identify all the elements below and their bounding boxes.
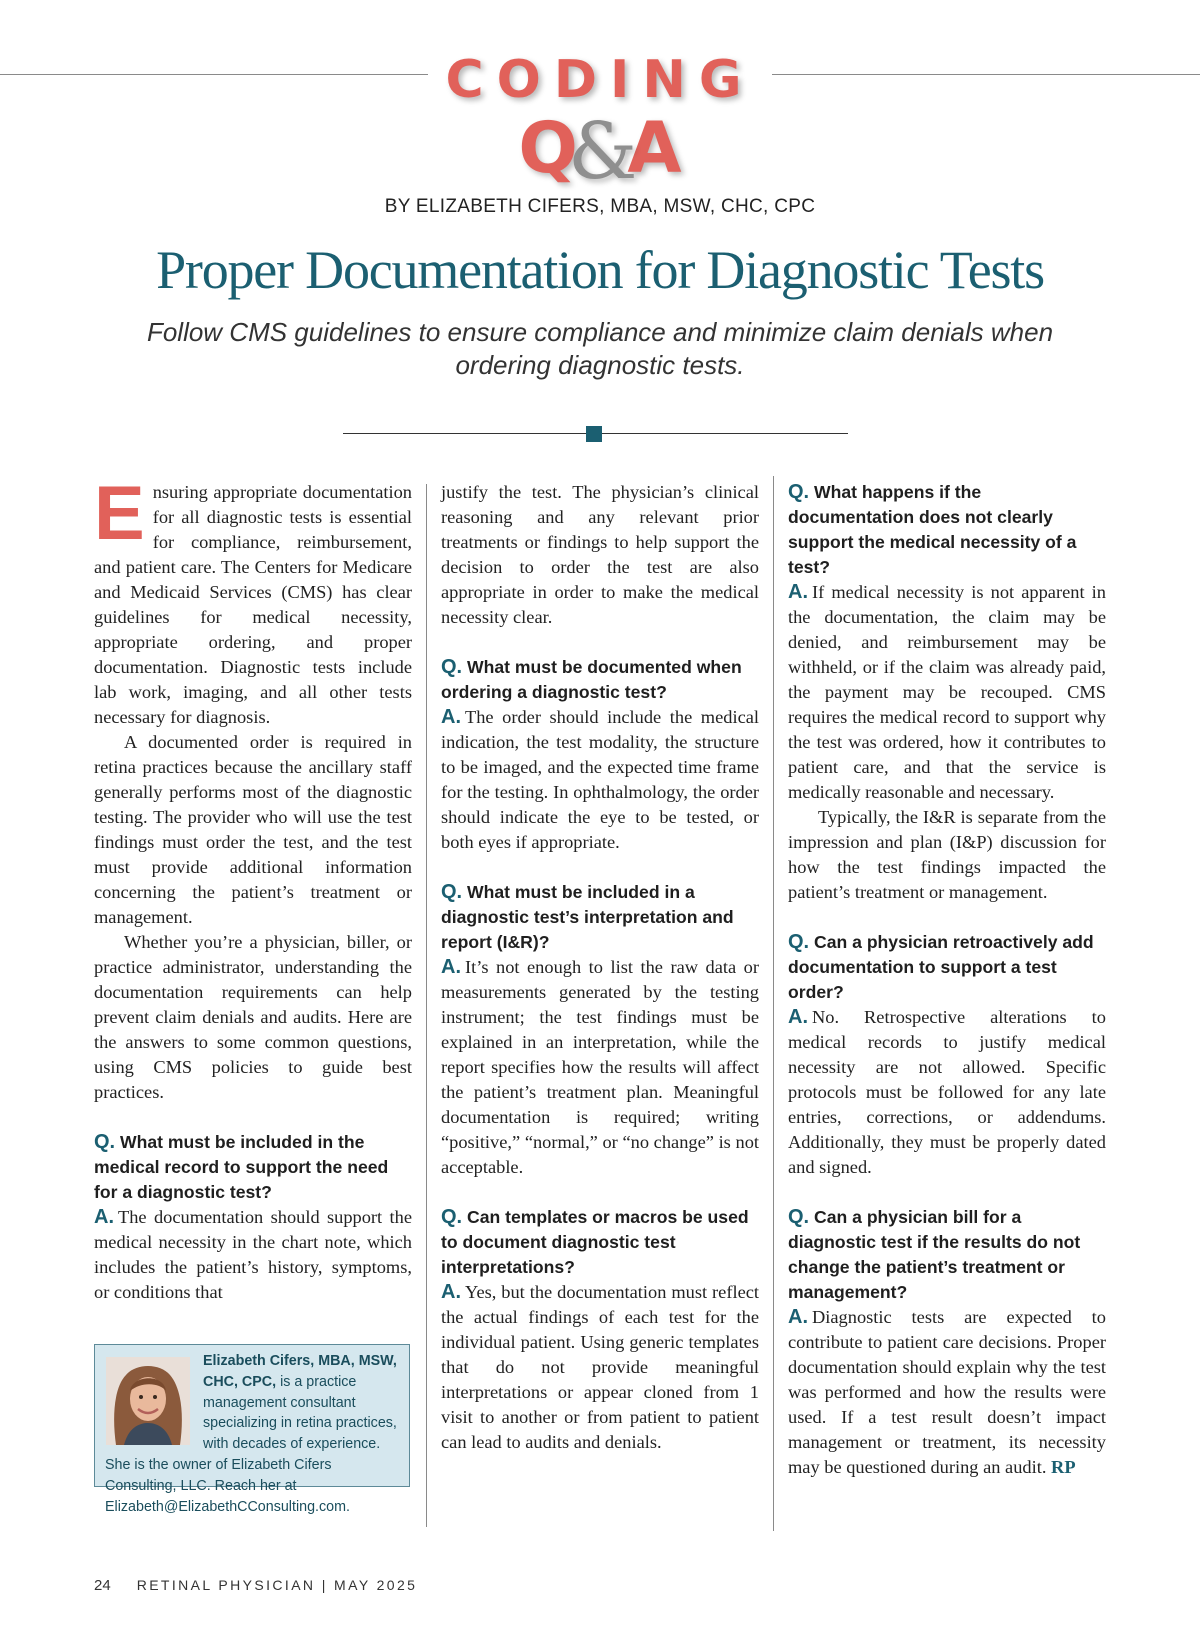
question-marker: Q. <box>788 481 810 503</box>
logo-ampersand: & <box>567 107 638 197</box>
answer-marker: A. <box>441 956 461 978</box>
question-2: Q. What must be documented when ordering a diagnostic test? <box>441 656 742 702</box>
intro-paragraph-3: Whether you’re a physician, biller, or practice administrator, understanding the documentation requirements can help prevent claim denials and audits. Here are the answers to some common questions, using CMS policies to guide best practices. <box>94 932 412 1102</box>
end-signoff: RP <box>1051 1457 1076 1477</box>
question-3: Q. What must be included in a diagnostic test’s interpretation and report (I&R)? <box>441 881 734 952</box>
article-subtitle: Follow CMS guidelines to ensure compliance and minimize claim denials when ordering diagnostic tests. <box>146 317 1054 380</box>
question-marker: Q. <box>441 1206 463 1228</box>
question-marker: Q. <box>441 656 463 678</box>
column-3 <box>788 480 1106 1480</box>
intro-paragraph-2: A documented order is required in retina practices because the ancillary staff generally performs most of the diagnostic testing. The provider who will use the test findings must order the test, and the test must provide additional information concerning the patient’s treatment or management. <box>94 732 412 927</box>
answer-1: A. The documentation should support the medical necessity in the chart note, which includes the patient’s history, symptoms, or conditions that <box>94 1206 412 1302</box>
publication-name: RETINAL PHYSICIAN | MAY 2025 <box>136 1577 418 1593</box>
author-bio-box <box>94 1344 410 1515</box>
logo-a: A <box>627 107 682 189</box>
question-4: Q. Can templates or macros be used to document diagnostic test interpretations? <box>441 1206 749 1277</box>
column-2 <box>441 480 759 1455</box>
author-bio-text <box>105 1351 397 1517</box>
page-footer <box>94 1577 417 1594</box>
answer-marker: A. <box>441 706 461 728</box>
question-marker: Q. <box>788 1206 810 1228</box>
answer-1-continued: justify the test. The physician’s clinical reasoning and any relevant prior treatments or findings to help support the decision to order the test are also appropriate in order to make the medical necessity clear. <box>441 482 759 627</box>
answer-marker: A. <box>788 581 808 603</box>
answer-5-paragraph-2: Typically, the I&R is separate from the impression and plan (I&P) discussion for how the test findings impacted the patient’s treatment or management. <box>788 807 1106 902</box>
question-6: Q. Can a physician retroactively add documentation to support a test order? <box>788 931 1094 1002</box>
answer-2: A. The order should include the medical indication, the test modality, the structure to be imaged, and the expected time frame for the testing. In ophthalmology, the order should indicate the eye to be tested, or both eyes if appropriate. <box>441 706 759 852</box>
question-marker: Q. <box>788 931 810 953</box>
question-7: Q. Can a physician bill for a diagnostic test if the results do not change the patient’s treatment or management? <box>788 1206 1081 1302</box>
author-description: is a practice management consultant specializing in retina practices, with decades of experience. She is the owner of Elizabeth Cifers Consulting, LLC. Reach her at Elizabeth@ElizabethCConsulting.com. <box>105 1373 397 1515</box>
column-separator-2 <box>773 476 774 1531</box>
column-1 <box>94 471 412 1305</box>
drop-cap: E <box>94 471 145 556</box>
answer-7: A. Diagnostic tests are expected to contribute to patient care decisions. Proper documentation should explain why the test was performed and how the results were used. If a test result doesn’t impact management or treatment, its necessity may be questioned during an audit. RP <box>788 1306 1106 1477</box>
question-marker: Q. <box>441 881 463 903</box>
logo-coding-word: CODING <box>445 50 755 110</box>
answer-marker: A. <box>788 1306 808 1328</box>
answer-3: A. It’s not enough to list the raw data or measurements generated by the testing instrument; the test findings must be explained in an interpretation, while the report specifies how the results will affect the patient’s treatment plan. Meaningful documentation is required; writing “positive,” “normal,” or “no change” is not acceptable. <box>441 956 759 1177</box>
question-marker: Q. <box>94 1131 116 1153</box>
page-number: 24 <box>94 1577 111 1594</box>
answer-6: A. No. Retrospective alterations to medical records to justify medical necessity are not allowed. Specific protocols must be followed for any late entries, corrections, or addendums. Additionally, they must be properly dated and signed. <box>788 1006 1106 1177</box>
intro-paragraph-1: Ensuring appropriate documentation for all diagnostic tests is essential for compliance, reimbursement, and patient care. The Centers for Medicare and Medicaid Services (CMS) has clear guidelines for medical necessity, appropriate ordering, and proper documentation. Diagnostic tests include lab work, imaging, and all other tests necessary for diagnosis. <box>94 471 412 727</box>
answer-5: A. If medical necessity is not apparent in the documentation, the claim may be denied, and reimbursement may be withheld, or if the claim was already paid, the payment may be recouped. CMS requires the medical record to support why the test was ordered, how it contributes to patient care, and that the service is medically reasonable and necessary. <box>788 581 1106 802</box>
answer-marker: A. <box>788 1006 808 1028</box>
article-title: Proper Documentation for Diagnostic Tests <box>156 240 1044 300</box>
answer-marker: A. <box>441 1281 461 1303</box>
question-5: Q. What happens if the documentation does not clearly support the medical necessity of a test? <box>788 481 1077 577</box>
divider-square-ornament <box>586 426 602 442</box>
question-1: Q. What must be included in the medical record to support the need for a diagnostic test? <box>94 1131 389 1202</box>
answer-4: A. Yes, but the documentation must reflect the actual findings of each test for the individual patient. Using generic templates that do not provide meaningful interpretations or appear cloned from 1 visit to another or from patient to patient can lead to audits and denials. <box>441 1281 759 1452</box>
byline: BY ELIZABETH CIFERS, MBA, MSW, CHC, CPC <box>384 196 816 217</box>
column-separator-1 <box>426 484 427 1527</box>
logo-qa <box>0 107 1200 197</box>
author-name: Elizabeth Cifers, MBA, MSW, CHC, CPC, <box>203 1353 397 1390</box>
answer-marker: A. <box>94 1206 114 1228</box>
logo-q: Q <box>518 107 578 189</box>
